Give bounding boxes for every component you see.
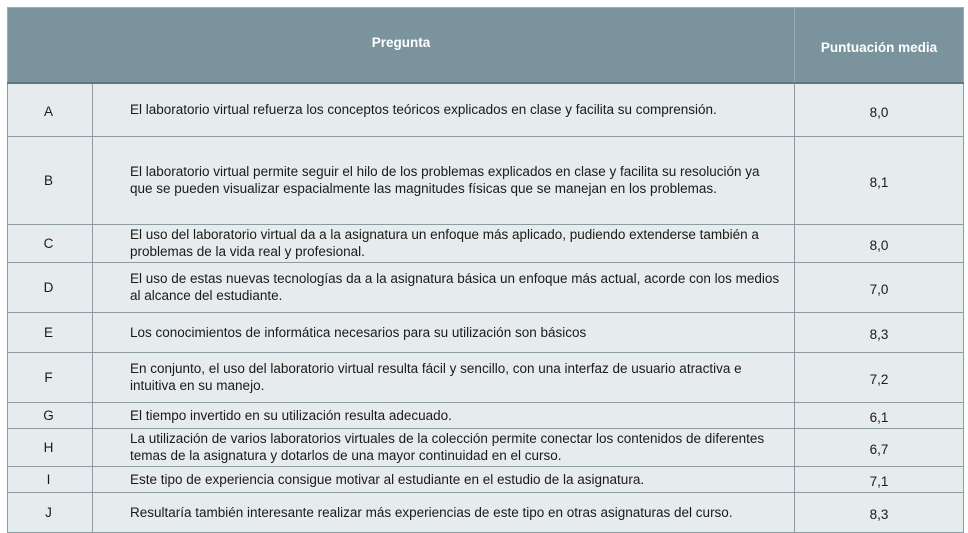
row-score: 7,0 bbox=[795, 262, 964, 312]
table-header-row bbox=[8, 8, 964, 84]
survey-table bbox=[7, 7, 964, 533]
row-score: 6,7 bbox=[795, 428, 964, 466]
row-score: 7,1 bbox=[795, 466, 964, 492]
row-letter: D bbox=[8, 262, 93, 312]
table-row bbox=[8, 492, 964, 532]
row-score: 8,3 bbox=[795, 312, 964, 352]
score-column-header: Puntuación media bbox=[795, 8, 964, 84]
row-score: 8,0 bbox=[795, 83, 964, 136]
row-letter: H bbox=[8, 428, 93, 466]
row-score: 8,3 bbox=[795, 492, 964, 532]
row-question: El laboratorio virtual refuerza los conceptos teóricos explicados en clase y facilita su comprensión. bbox=[93, 83, 795, 136]
row-question: Este tipo de experiencia consigue motivar al estudiante en el estudio de la asignatura. bbox=[93, 466, 795, 492]
row-question: El uso de estas nuevas tecnologías da a la asignatura básica un enfoque más actual, acorde con los medios al alcance del estudiante. bbox=[93, 262, 795, 312]
row-question: Los conocimientos de informática necesarios para su utilización son básicos bbox=[93, 312, 795, 352]
row-letter: B bbox=[8, 136, 93, 224]
row-score: 7,2 bbox=[795, 352, 964, 402]
row-question: La utilización de varios laboratorios virtuales de la colección permite conectar los contenidos de diferentes temas de la asignatura y dotarlos de una mayor continuidad en el curso. bbox=[93, 428, 795, 466]
row-question: El tiempo invertido en su utilización resulta adecuado. bbox=[93, 402, 795, 428]
row-letter: C bbox=[8, 224, 93, 262]
row-letter: E bbox=[8, 312, 93, 352]
row-question: En conjunto, el uso del laboratorio virtual resulta fácil y sencillo, con una interfaz de usuario atractiva e intuitiva en su manejo. bbox=[93, 352, 795, 402]
table-row bbox=[8, 136, 964, 224]
row-question: El uso del laboratorio virtual da a la asignatura un enfoque más aplicado, pudiendo extenderse también a problemas de la vida real y profesional. bbox=[93, 224, 795, 262]
question-column-header: Pregunta bbox=[8, 8, 795, 84]
row-question: El laboratorio virtual permite seguir el hilo de los problemas explicados en clase y facilita su resolución ya que se pueden visualizar espacialmente las magnitudes físicas que se manejan en los problemas. bbox=[93, 136, 795, 224]
table-row bbox=[8, 428, 964, 466]
row-letter: A bbox=[8, 83, 93, 136]
row-score: 8,0 bbox=[795, 224, 964, 262]
table-row bbox=[8, 83, 964, 136]
table-row bbox=[8, 262, 964, 312]
row-letter: I bbox=[8, 466, 93, 492]
table-row bbox=[8, 352, 964, 402]
row-letter: G bbox=[8, 402, 93, 428]
table-row bbox=[8, 312, 964, 352]
table-row bbox=[8, 466, 964, 492]
table-row bbox=[8, 224, 964, 262]
table-row bbox=[8, 402, 964, 428]
row-score: 6,1 bbox=[795, 402, 964, 428]
row-letter: F bbox=[8, 352, 93, 402]
row-question: Resultaría también interesante realizar más experiencias de este tipo en otras asignaturas del curso. bbox=[93, 492, 795, 532]
row-score: 8,1 bbox=[795, 136, 964, 224]
row-letter: J bbox=[8, 492, 93, 532]
